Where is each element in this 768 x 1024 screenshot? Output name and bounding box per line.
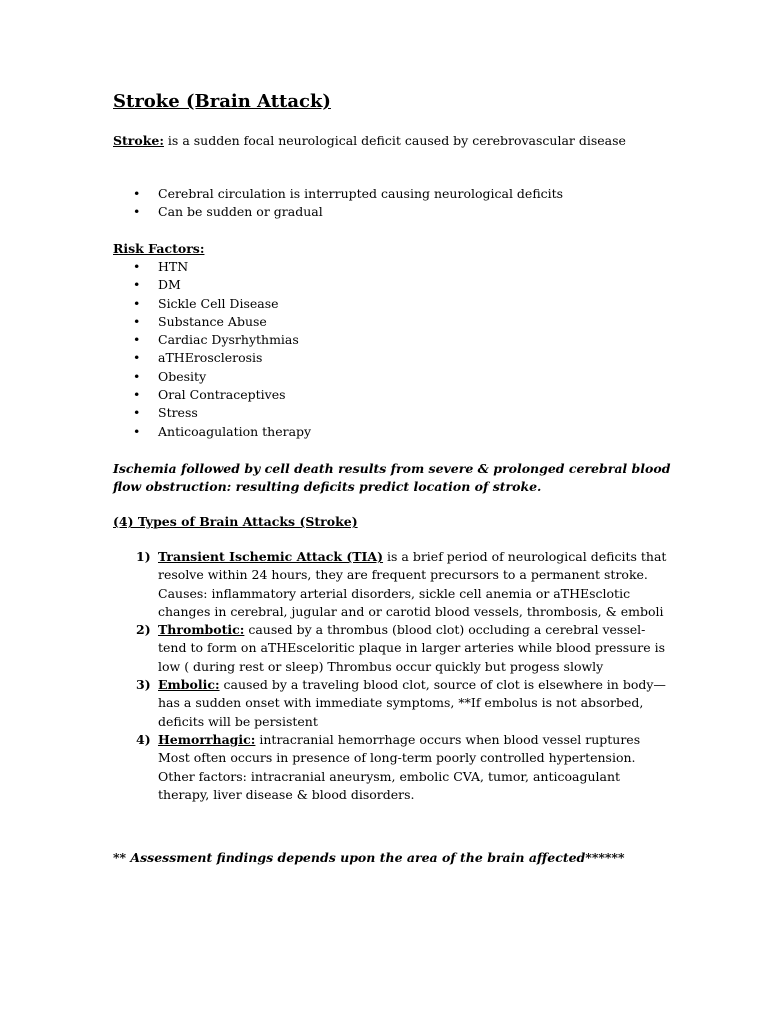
- list-item: • Sickle Cell Disease: [113, 295, 673, 313]
- stroke-definition: [113, 132, 673, 150]
- type-item-hemorrhagic: [113, 731, 673, 804]
- assessment-note: ** Assessment findings depends upon the area of the brain affected******: [113, 850, 625, 865]
- item-number: 3): [136, 677, 151, 693]
- type-term: Hemorrhagic:: [158, 731, 256, 747]
- type-term: Embolic:: [158, 677, 220, 693]
- list-item: • aTHErosclerosis: [113, 349, 673, 367]
- page-title: Stroke (Brain Attack): [113, 91, 331, 112]
- type-text: caused by a thrombus (blood clot) occluding a cerebral vessel- tend to form on aTHEsceloritic plaque in larger arteries while blood pressure is low ( during rest or sleep) Thrombus occur quickly but progess slowly: [158, 622, 666, 674]
- type-text: caused by a traveling blood clot, source of clot is elsewhere in body—has a sudden onset with immediate symptoms, **If embolus is not absorbed, deficits will be persistent: [158, 677, 666, 729]
- types-heading: [113, 513, 673, 531]
- list-item: • Substance Abuse: [113, 313, 673, 331]
- list-item: • Anticoagulation therapy: [113, 423, 673, 441]
- definition-term: Stroke:: [113, 133, 164, 148]
- type-text: is a brief period of neurological deficits that resolve within 24 hours, they are frequent precursors to a permanent stroke.: [158, 549, 667, 583]
- type-item-thrombotic: [113, 621, 673, 676]
- definition-text: is a sudden focal neurological deficit caused by cerebrovascular disease: [163, 133, 626, 148]
- ischemia-note: Ischemia followed by cell death results from severe & prolonged cerebral blood flow obstruction: resulting deficits predict location of stroke.: [113, 461, 671, 495]
- item-number: 2): [136, 622, 151, 638]
- intro-bullets: [113, 185, 673, 222]
- list-item: • Cardiac Dysrhythmias: [113, 331, 673, 349]
- type-text: intracranial hemorrhage occurs when blood vessel ruptures Most often occurs in presence of long-term poorly controlled hypertension. Other factors: intracranial aneurysm, embolic CVA, tumor, anticoagulant therapy, liver disease & blood disorders.: [158, 731, 641, 802]
- list-item: • Oral Contraceptives: [113, 386, 673, 404]
- list-item: • DM: [113, 276, 673, 294]
- list-item: • Obesity: [113, 368, 673, 386]
- types-list: [113, 548, 673, 804]
- list-item: • Can be sudden or gradual: [113, 203, 673, 221]
- types-heading-text: (4) Types of Brain Attacks (Stroke): [113, 514, 358, 529]
- risk-factors-list: [113, 258, 673, 441]
- risk-factors-heading-text: Risk Factors:: [113, 241, 205, 256]
- list-item: • Cerebral circulation is interrupted causing neurological deficits: [113, 185, 673, 203]
- list-item: • Stress: [113, 404, 673, 422]
- risk-factors-heading: [113, 240, 673, 258]
- type-term: Transient Ischemic Attack (TIA): [158, 549, 384, 564]
- item-number: 1): [136, 549, 151, 564]
- type-item-tia: [113, 548, 673, 621]
- type-item-embolic: [113, 676, 673, 731]
- type-extra: Causes: inflammatory arterial disorders, sickle cell anemia or aTHEsclotic changes in cerebral, jugular and or carotid blood vessels, thrombosis, & emboli: [158, 585, 664, 619]
- list-item: • HTN: [113, 258, 673, 276]
- type-term: Thrombotic:: [158, 622, 245, 638]
- item-number: 4): [136, 731, 151, 747]
